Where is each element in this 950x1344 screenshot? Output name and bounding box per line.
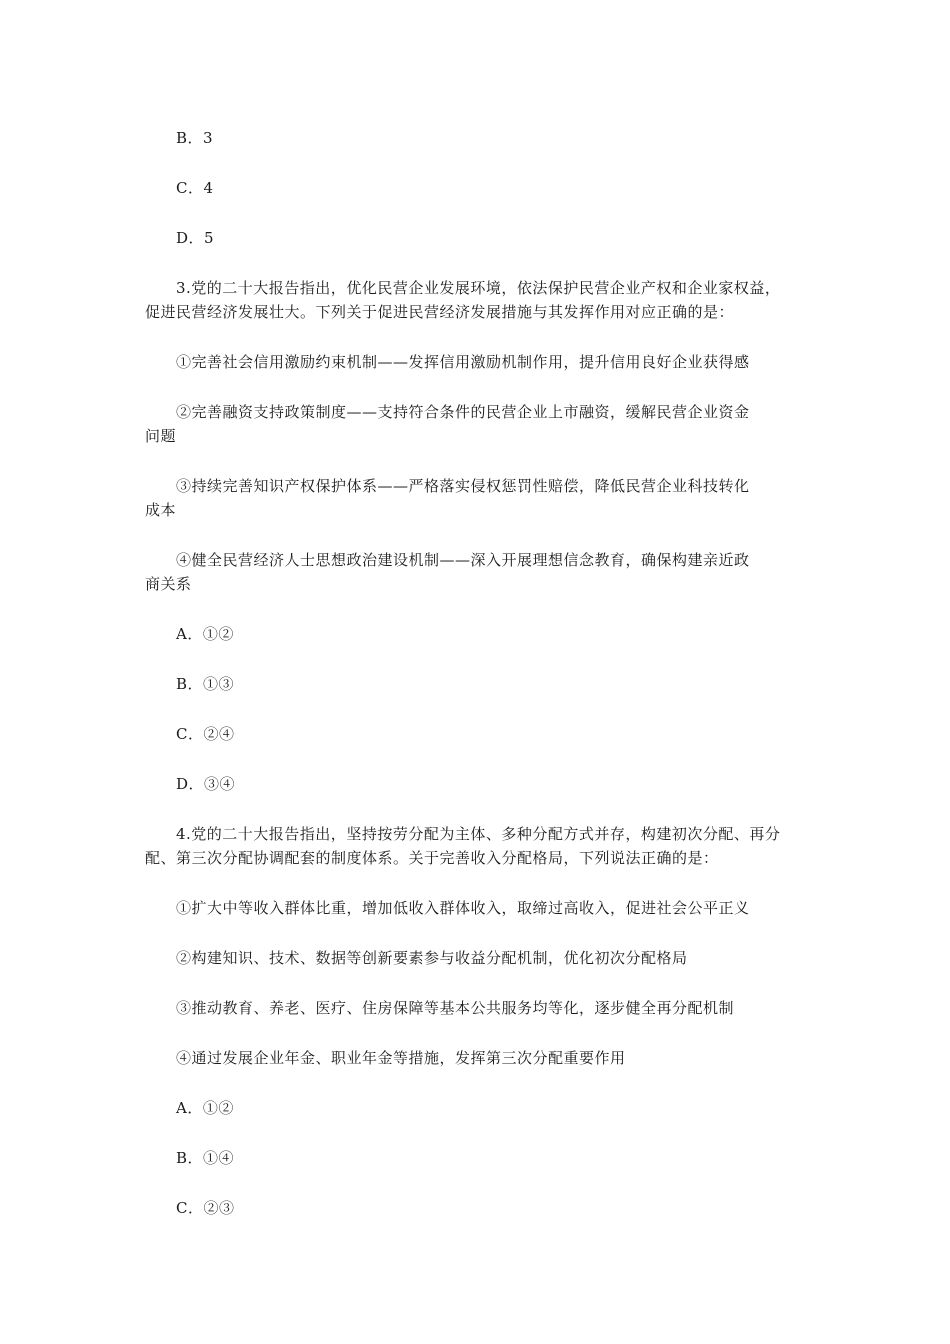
q4-item-2: ②构建知识、技术、数据等创新要素参与收益分配机制，优化初次分配格局 [176, 949, 688, 967]
q3-item-4-line2: 商关系 [145, 575, 192, 593]
q3-option-c: C．②④ [176, 725, 235, 743]
q3-item-4-line1: ④健全民营经济人士思想政治建设机制——深入开展理想信念教育，确保构建亲近政 [176, 551, 750, 569]
q4-stem-line1: 4.党的二十大报告指出，坚持按劳分配为主体、多种分配方式并存，构建初次分配、再分 [176, 825, 781, 843]
q3-item-2-line2: 问题 [145, 427, 177, 445]
q4-item-1: ①扩大中等收入群体比重，增加低收入群体收入，取缔过高收入，促进社会公平正义 [176, 899, 750, 917]
q4-option-c: C．②③ [176, 1199, 235, 1217]
q4-item-4: ④通过发展企业年金、职业年金等措施，发挥第三次分配重要作用 [176, 1049, 626, 1067]
q2-option-b: B．3 [176, 129, 214, 147]
q3-stem-line2: 促进民营经济发展壮大。下列关于促进民营经济发展措施与其发挥作用对应正确的是： [145, 303, 735, 321]
q4-option-a: A．①② [176, 1099, 234, 1117]
q2-option-c: C．4 [176, 179, 214, 197]
q3-option-a: A．①② [176, 625, 234, 643]
q3-option-d: D．③④ [176, 775, 236, 793]
q3-option-b: B．①③ [176, 675, 235, 693]
q3-item-3-line2: 成本 [145, 501, 177, 519]
q4-option-b: B．①④ [176, 1149, 235, 1167]
q3-item-3-line1: ③持续完善知识产权保护体系——严格落实侵权惩罚性赔偿，降低民营企业科技转化 [176, 477, 750, 495]
q2-option-d: D．5 [176, 229, 215, 247]
q3-stem-line1: 3.党的二十大报告指出，优化民营企业发展环境，依法保护民营企业产权和企业家权益， [176, 279, 781, 297]
q4-item-3: ③推动教育、养老、医疗、住房保障等基本公共服务均等化，逐步健全再分配机制 [176, 999, 735, 1017]
q4-stem-line2: 配、第三次分配协调配套的制度体系。关于完善收入分配格局，下列说法正确的是： [145, 849, 719, 867]
q3-item-1: ①完善社会信用激励约束机制——发挥信用激励机制作用，提升信用良好企业获得感 [176, 353, 750, 371]
q3-item-2-line1: ②完善融资支持政策制度——支持符合条件的民营企业上市融资，缓解民营企业资金 [176, 403, 750, 421]
